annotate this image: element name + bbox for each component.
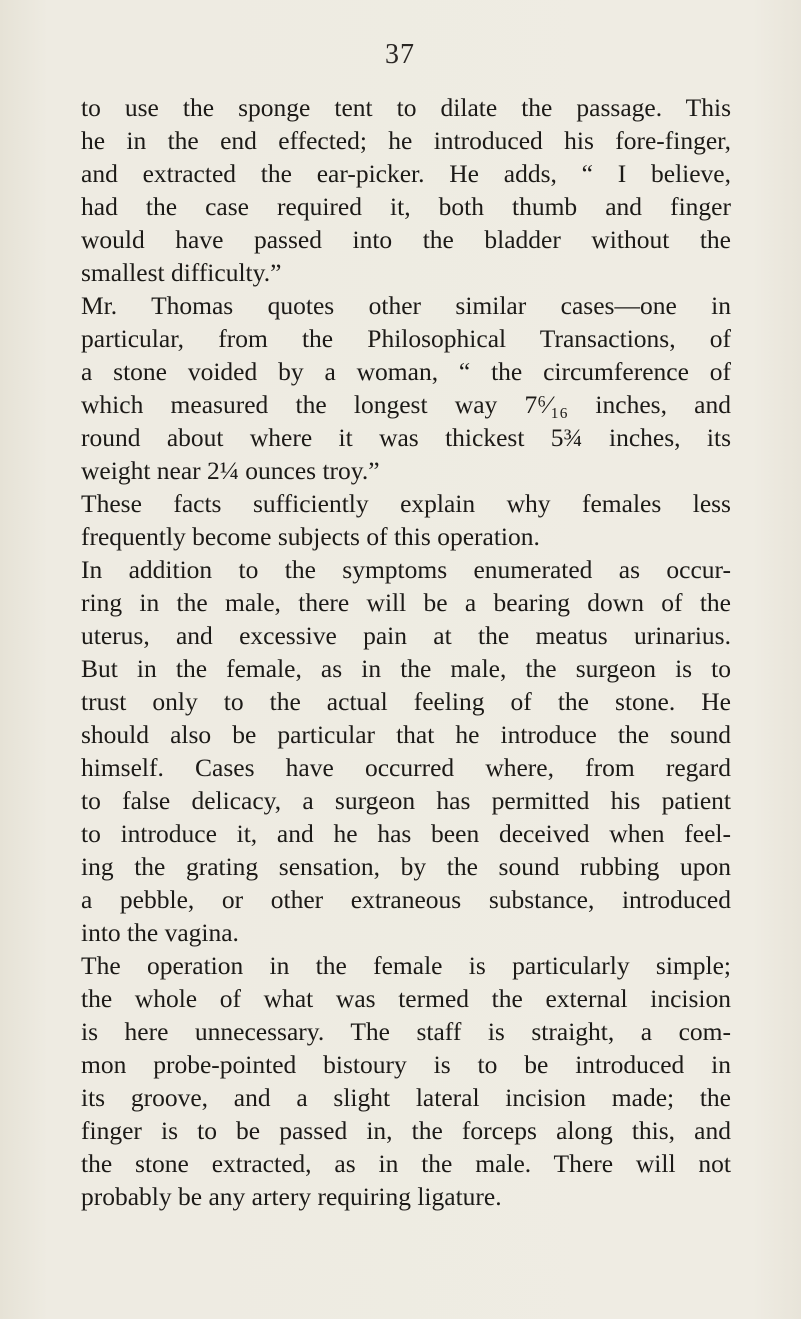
text-line: to use the sponge tent to dilate the passage. This	[81, 93, 731, 122]
text-line: to introduce it, and he has been deceived when feel-	[81, 819, 731, 848]
text-line: ing the grating sensation, by the sound rubbing upon	[81, 852, 731, 881]
text-line: finger is to be passed in, the forceps along this, and	[81, 1116, 731, 1145]
text-line: himself. Cases have occurred where, from regard	[81, 753, 731, 782]
text-line: which measured the longest way 7⁶⁄₁₆ inches, and	[81, 390, 731, 419]
text-line: a stone voided by a woman, “ the circumference of	[81, 357, 731, 386]
text-line: its groove, and a slight lateral incision made; the	[81, 1083, 731, 1112]
text-line: he in the end effected; he introduced his fore-finger,	[81, 126, 731, 155]
text-line: into the vagina.	[81, 918, 239, 947]
text-line: had the case required it, both thumb and finger	[81, 192, 731, 221]
text-line: But in the female, as in the male, the surgeon is to	[81, 654, 731, 683]
text-line: round about where it was thickest 5¾ inches, its	[81, 423, 731, 452]
text-line: a pebble, or other extraneous substance, introduced	[81, 885, 731, 914]
text-line: These facts sufficiently explain why females less	[81, 489, 731, 518]
page-number: 37	[385, 39, 415, 70]
text-line: probably be any artery requiring ligature.	[81, 1182, 502, 1211]
text-line: In addition to the symptoms enumerated as occur-	[81, 555, 731, 584]
text-line: Mr. Thomas quotes other similar cases—one in	[81, 291, 731, 320]
text-line: should also be particular that he introduce the sound	[81, 720, 731, 749]
text-line: frequently become subjects of this operation.	[81, 522, 540, 551]
text-line: the whole of what was termed the external incision	[81, 984, 731, 1013]
text-line: uterus, and excessive pain at the meatus urinarius.	[81, 621, 731, 650]
text-line: mon probe-pointed bistoury is to be introduced in	[81, 1050, 731, 1079]
text-line: weight near 2¼ ounces troy.”	[81, 456, 380, 485]
text-line: The operation in the female is particularly simple;	[81, 951, 731, 980]
text-line: smallest difficulty.”	[81, 258, 282, 287]
text-line: is here unnecessary. The staff is straight, a com-	[81, 1017, 731, 1046]
text-line: and extracted the ear-picker. He adds, “ I believe,	[81, 159, 731, 188]
text-line: particular, from the Philosophical Transactions, of	[81, 324, 731, 353]
text-line: to false delicacy, a surgeon has permitted his patient	[81, 786, 731, 815]
text-line: the stone extracted, as in the male. There will not	[81, 1149, 731, 1178]
body-text	[81, 91, 731, 1213]
text-line: would have passed into the bladder without the	[81, 225, 731, 254]
text-line: ring in the male, there will be a bearing down of the	[81, 588, 731, 617]
text-line: trust only to the actual feeling of the stone. He	[81, 687, 731, 716]
